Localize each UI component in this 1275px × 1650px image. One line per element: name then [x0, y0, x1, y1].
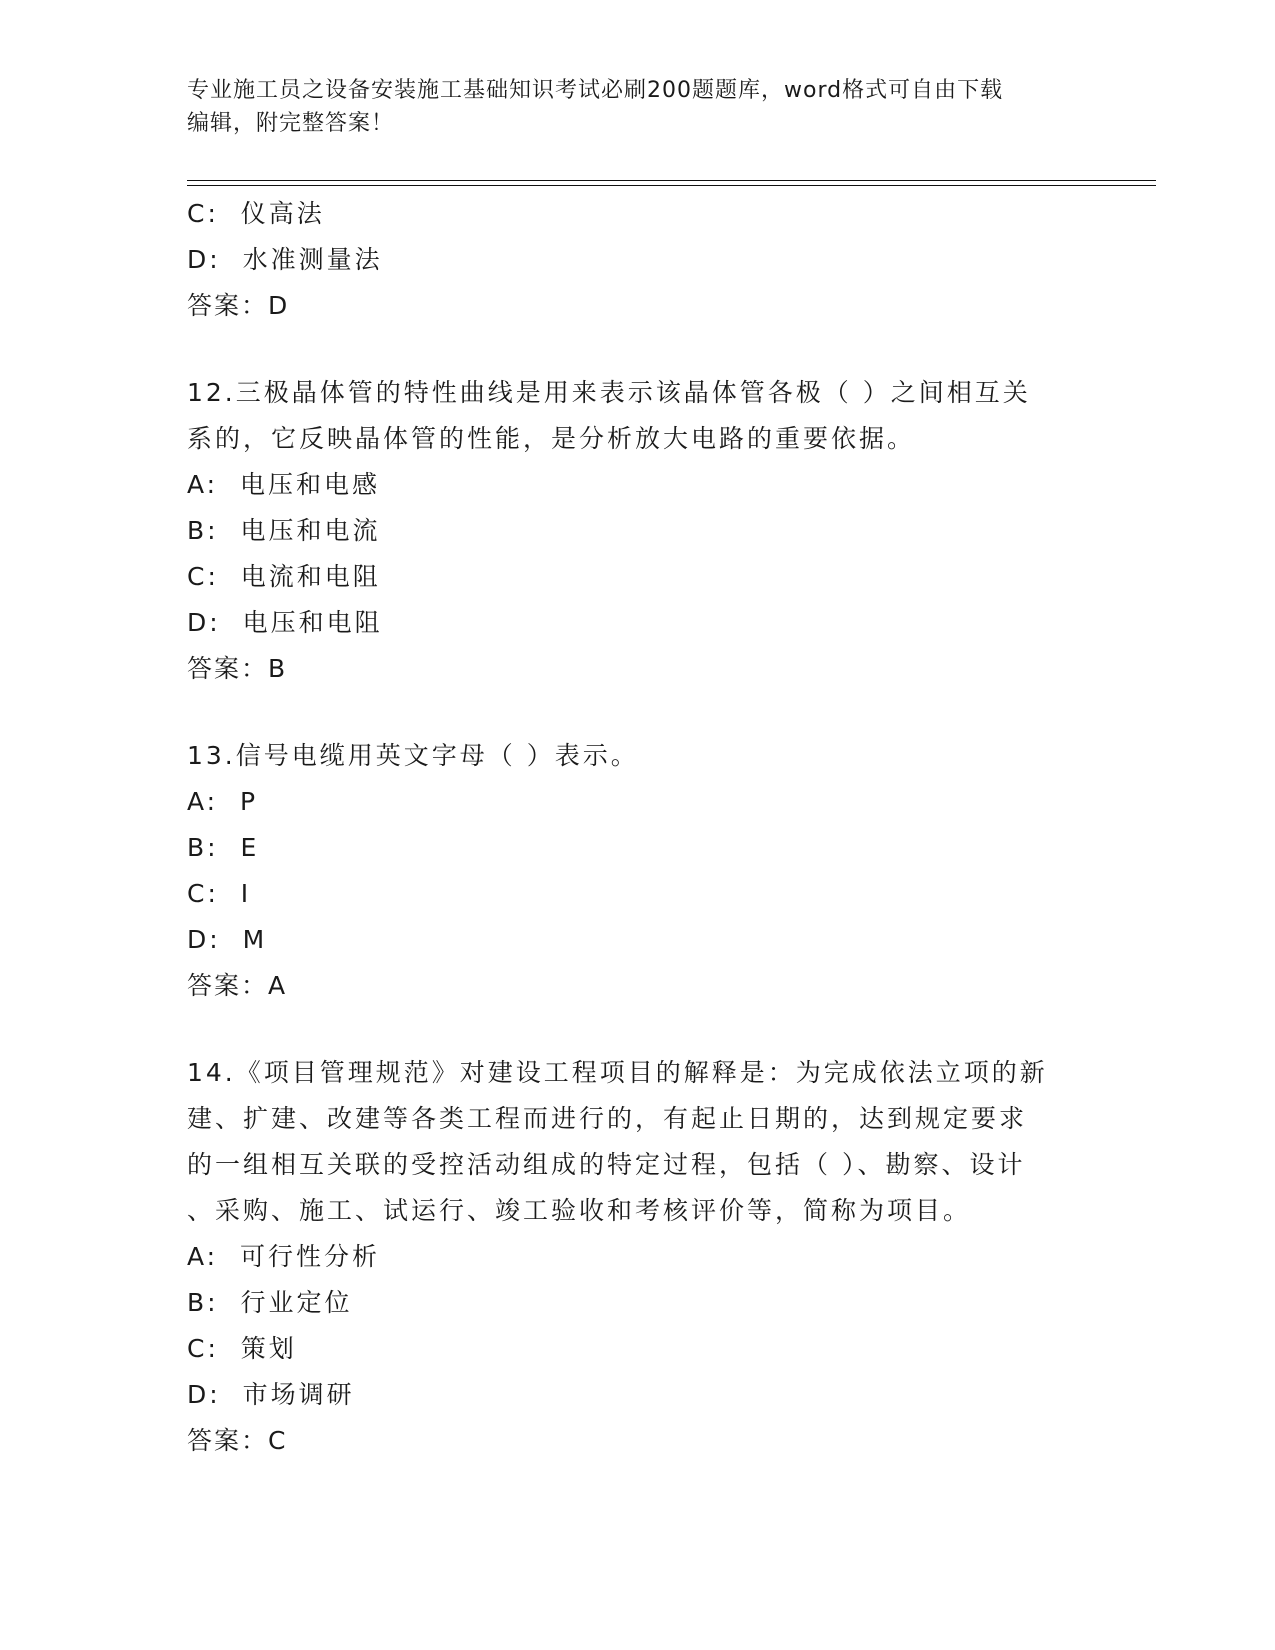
header-title-line-2: 编辑，附完整答案！ — [187, 111, 395, 136]
option-b: B: 电压和电流 — [187, 516, 381, 545]
question-text: 、采购、施工、试运行、竣工验收和考核评价等，简称为项目。 — [187, 1196, 972, 1225]
answer-line: 答案：D — [187, 291, 290, 320]
spacer — [187, 329, 1087, 370]
option-c: C: I — [187, 879, 252, 908]
question-text: 12.三极晶体管的特性曲线是用来表示该晶体管各极（ ）之间相互关 — [187, 378, 1031, 407]
answer-line: 答案：A — [187, 971, 288, 1000]
option-d: D: M — [187, 925, 268, 954]
question-text: 建、扩建、改建等各类工程而进行的，有起止日期的，达到规定要求 — [187, 1104, 1028, 1133]
option-c: C: 策划 — [187, 1334, 297, 1363]
option-c: C: 电流和电阻 — [187, 562, 381, 591]
question-text: 13.信号电缆用英文字母（ ）表示。 — [187, 741, 639, 770]
spacer — [187, 1009, 1087, 1050]
question-block-12 — [187, 370, 1087, 692]
option-b: B: E — [187, 833, 260, 862]
question-list — [187, 191, 1087, 1464]
option-b: B: 行业定位 — [187, 1288, 353, 1317]
question-text: 系的，它反映晶体管的性能，是分析放大电路的重要依据。 — [187, 424, 916, 453]
option-c: C: 仪高法 — [187, 199, 325, 228]
document-header — [187, 74, 1077, 140]
question-block-14 — [187, 1050, 1087, 1464]
question-block-13 — [187, 733, 1087, 1009]
question-text: 14.《项目管理规范》对建设工程项目的解释是：为完成依法立项的新 — [187, 1058, 1048, 1087]
question-text: 的一组相互关联的受控活动组成的特定过程，包括（ ）、勘察、设计 — [187, 1150, 1026, 1179]
spacer — [187, 692, 1087, 733]
option-d: D: 电压和电阻 — [187, 608, 383, 637]
answer-line: 答案：B — [187, 654, 288, 683]
answer-line: 答案：C — [187, 1426, 288, 1455]
option-d: D: 市场调研 — [187, 1380, 355, 1409]
header-title-line-1: 专业施工员之设备安装施工基础知识考试必刷200题题库，word格式可自由下载 — [187, 78, 1004, 103]
header-divider-bottom — [187, 185, 1156, 186]
option-a: A: P — [187, 787, 259, 816]
option-d: D: 水准测量法 — [187, 245, 383, 274]
option-a: A: 可行性分析 — [187, 1242, 380, 1271]
question-block-prev — [187, 191, 1087, 329]
header-divider-top — [187, 180, 1156, 181]
option-a: A: 电压和电感 — [187, 470, 380, 499]
